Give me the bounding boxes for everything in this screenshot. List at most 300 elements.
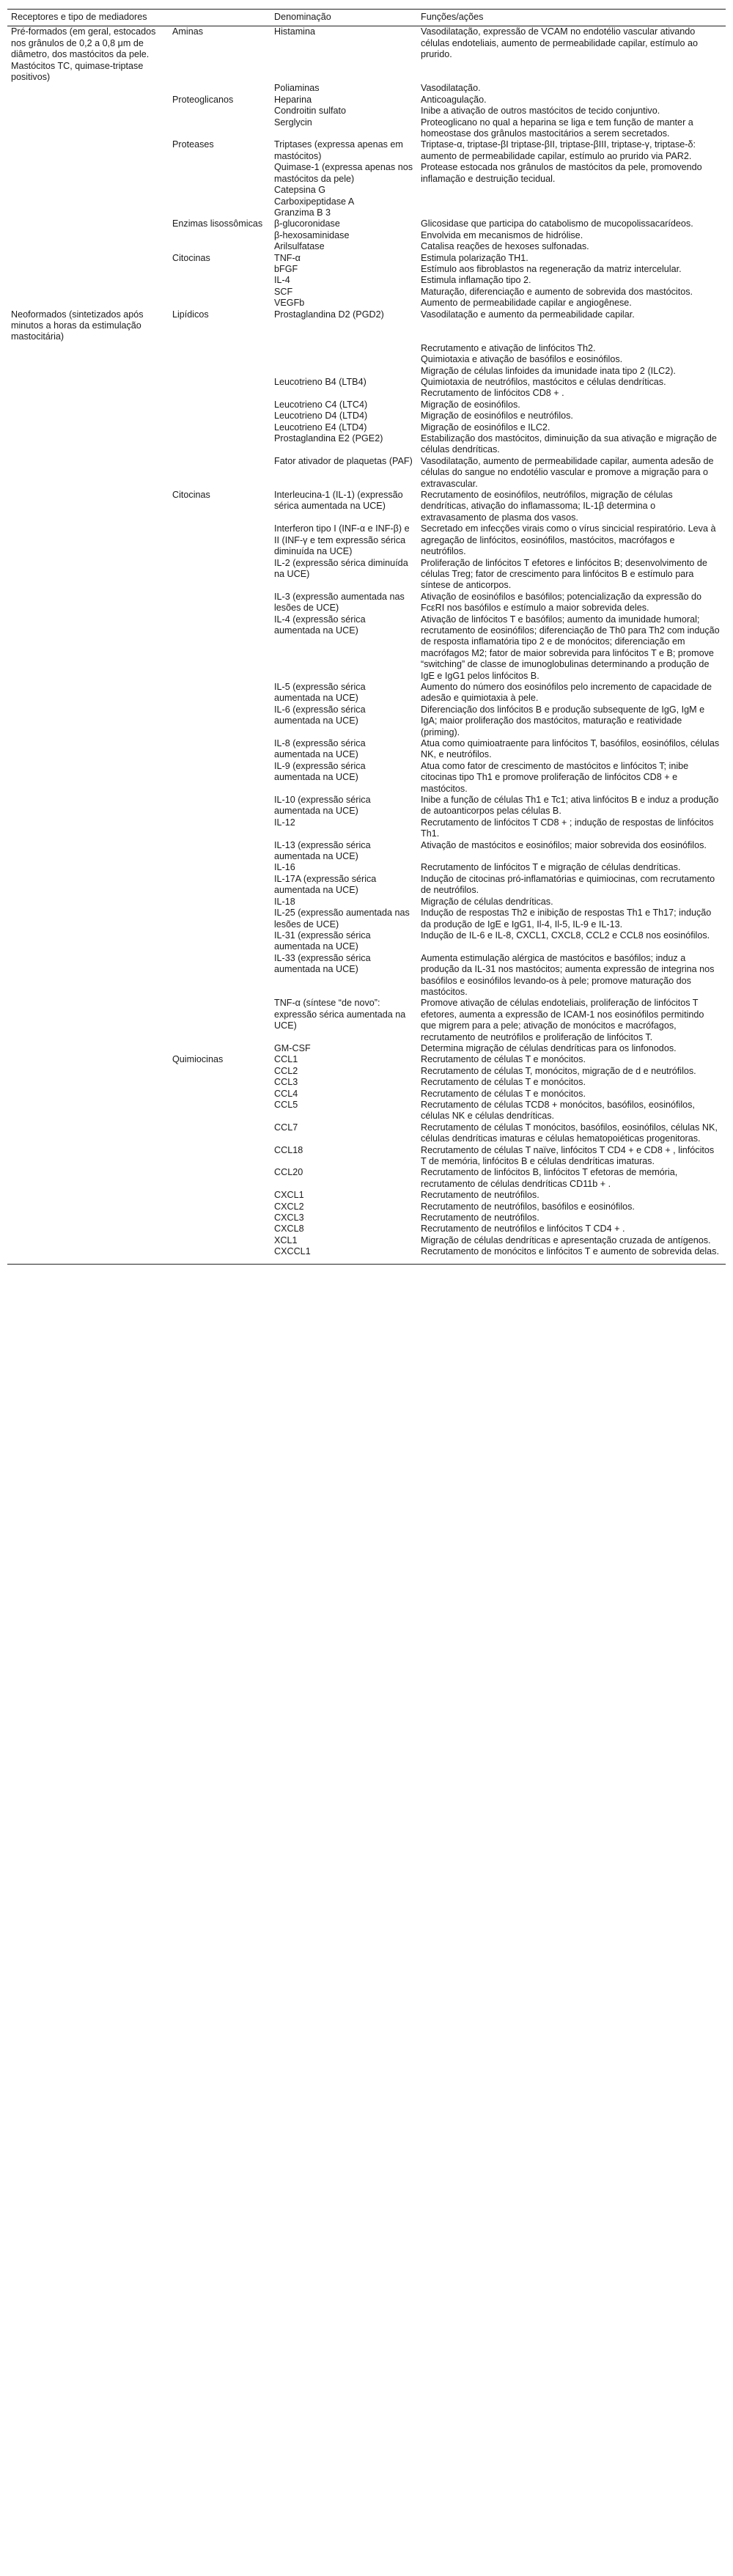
table-row [7,366,726,377]
cell-class [169,1089,270,1100]
table-row [7,761,726,795]
cell-class [169,1122,270,1145]
cell-category [7,366,169,377]
cell-category [7,343,169,354]
cell-function: Envolvida em mecanismos de hidrólise. [421,229,583,240]
cell-denomination: Condroitin sulfato [274,106,347,117]
cell-class [169,343,270,354]
cell-category [7,411,169,422]
cell-function: Vasodilatação, aumento de permeabilidade capilar, aumenta adesão de células do sangue no endotélio vascular e promove a migração para o extravascular. [421,455,714,489]
header-functions: Funções/ações [417,10,726,26]
cell-category [7,1201,169,1212]
cell-class [169,388,270,399]
cell-denomination: Arilsulfatase [274,241,325,252]
cell-function: Migração de células dendríticas e apresentação cruzada de antígenos. [421,1234,711,1245]
cell-denomination: Prostaglandina E2 (PGE2) [274,433,383,444]
cell-class [169,738,270,761]
table-row [7,1145,726,1168]
cell-class [169,400,270,411]
table-row [7,287,726,298]
table-row [7,998,726,1043]
header-denomination: Denominação [270,10,417,26]
cell-function: Recrutamento de eosinófilos, neutrófilos, migração de células dendríticas, ativação do inflamassoma; IL-1β determina o extravasamento de plasma dos vasos. [421,490,673,523]
cell-function: Estimula polarização TH1. [421,252,528,263]
cell-denomination: Histamina [274,26,315,37]
cell-denomination: CCL5 [274,1100,298,1110]
table-row [7,930,726,953]
cell-function: Recrutamento de neutrófilos. [421,1212,539,1223]
cell-class [169,523,270,557]
cell-category [7,1235,169,1246]
cell-denomination: IL-5 (expressão sérica aumentada na UCE) [274,681,366,704]
cell-category [7,490,169,523]
cell-denomination [270,366,417,377]
cell-class [169,840,270,863]
cell-category [7,1077,169,1088]
table-row [7,1167,726,1190]
cell-denomination: Leucotrieno C4 (LTC4) [274,399,368,410]
cell-class [169,998,270,1043]
cell-class [169,1167,270,1190]
cell-function: Indução de citocinas pró-inflamatórias e quimiocinas, com recrutamento de neutrófilos. [421,873,715,896]
cell-function: Ativação de linfócitos T e basófilos; aumento da imunidade humoral; recrutamento de eosinófilos; diferenciação de Th0 para Th2 com indução de resposta inflamatória tipo 2 e de monócitos; diferenciação em macrófagos M2; fator de maior sobrevida para linfócitos T e B; promove “switching” de classe de imunoglobulinas determinando a produção de IgE e IgG1 pelos linfócitos B. [421,614,720,681]
cell-category [7,874,169,897]
cell-function: Recrutamento de células T e monócitos. [421,1054,586,1065]
cell-category [7,862,169,873]
cell-denomination: Quimase-1 (expressa apenas nos mastócitos da pele) [274,162,413,184]
cell-class [169,185,270,196]
cell-class [169,354,270,365]
cell-denomination: CCL4 [274,1088,298,1099]
table-row [7,433,726,456]
table-row [7,253,726,264]
cell-function: Triptase-α, triptase-βI triptase-βII, triptase-βIII, triptase-γ, triptase-δ: aumento de permeabilidade capilar, estímulo ao prurido via PAR2. [421,139,696,161]
cell-function: Proliferação de linfócitos T efetores e linfócitos B; desenvolvimento de células Treg; fator de crescimento para linfócitos B e estímulo para síntese de anticorpos. [421,557,707,591]
cell-class [169,761,270,795]
cell-class [169,298,270,309]
cell-class [169,614,270,682]
cell-function: Recrutamento de células T, monócitos, migração de d e neutrófilos. [421,1065,696,1076]
cell-category [7,218,169,229]
cell-denomination [270,388,417,399]
cell-category [7,377,169,388]
cell-function: Quimiotaxia e ativação de basófilos e eosinófilos. [421,354,623,365]
cell-denomination: Leucotrieno D4 (LTD4) [274,411,368,422]
table-row [7,162,726,185]
cell-category [7,275,169,286]
cell-class [169,275,270,286]
table-row [7,185,726,196]
cell-category [7,738,169,761]
table-row [7,862,726,873]
table-row [7,558,726,592]
cell-function: Aumento do número dos eosinófilos pelo incremento de capacidade de adesão e quimiotaxia à pele. [421,681,712,704]
cell-category: Pré-formados (em geral, estocados nos grânulos de 0,2 a 0,8 μm de diâmetro, dos mastócitos da pele. Mastócitos TC, quimase-triptase positivos) [11,26,156,83]
cell-category [7,761,169,795]
cell-category [7,558,169,592]
cell-category [7,1122,169,1145]
table-row [7,874,726,897]
cell-denomination: Poliaminas [274,83,320,94]
cell-denomination: Leucotrieno B4 (LTB4) [274,377,366,387]
cell-class [169,422,270,433]
cell-category [7,253,169,264]
cell-denomination: IL-9 (expressão sérica aumentada na UCE) [274,760,366,783]
cell-class [169,433,270,456]
table-row [7,1100,726,1122]
cell-function: Recrutamento de células T e monócitos. [421,1088,586,1099]
cell-denomination: CXCL3 [274,1212,304,1223]
cell-category: Neoformados (sintetizados após minutos a horas da estimulação mastocitária) [11,309,144,342]
cell-class [169,377,270,388]
cell-category [7,1089,169,1100]
cell-function: Indução de respostas Th2 e inibição de respostas Th1 e Th17; indução da produção de IgE e IgG1, Il-4, Il-5, IL-9 e IL-13. [421,908,712,930]
table-row [7,1235,726,1246]
cell-denomination: Interleucina-1 (IL-1) (expressão sérica aumentada na UCE) [274,490,403,512]
cell-class [169,817,270,840]
cell-function: Recrutamento de células T e monócitos. [421,1077,586,1088]
cell-class: Proteoglicanos [172,94,234,105]
cell-class [169,930,270,953]
cell-denomination: IL-33 (expressão sérica aumentada na UCE) [274,952,371,975]
header-receptors: Receptores e tipo de mediadores [7,10,270,26]
cell-category [7,264,169,275]
cell-denomination: bFGF [274,263,298,274]
table-row [7,309,726,343]
cell-category [7,354,169,365]
cell-denomination: Interferon tipo I (INF-α e INF-β) e II (INF-γ e tem expressão sérica diminuída na UCE) [274,523,410,557]
table-row [7,95,726,106]
table-row [7,388,726,399]
cell-class [169,1100,270,1122]
cell-category [7,592,169,614]
table-row [7,704,726,738]
cell-function: Recrutamento de monócitos e linfócitos T e aumento de sobrevida delas. [417,1246,726,1264]
cell-function [417,207,726,218]
cell-class: Aminas [172,26,203,37]
cell-class [169,1223,270,1234]
cell-function: Recrutamento de células T naïve, linfócitos T CD4 + e CD8 + , linfócitos T de memória, linfócitos B e células dendríticas imaturas. [421,1144,715,1167]
cell-denomination: Catepsina G [274,185,326,196]
cell-class [169,795,270,817]
cell-class [169,1190,270,1201]
cell-denomination: IL-8 (expressão sérica aumentada na UCE) [274,738,366,760]
cell-denomination: CCL7 [274,1122,298,1133]
cell-denomination: IL-3 (expressão aumentada nas lesões de UCE) [274,591,405,614]
table-row [7,139,726,162]
cell-category [7,185,169,196]
table-row [7,1212,726,1223]
cell-category [7,422,169,433]
cell-category [7,840,169,863]
cell-denomination: Carboxipeptidase A [274,196,355,207]
cell-denomination [270,354,417,365]
cell-function: Vasodilatação, expressão de VCAM no endotélio vascular ativando células endoteliais, aumento de permeabilidade capilar, estímulo ao prurido. [421,26,699,60]
cell-function: Proteoglicano no qual a heparina se liga e tem função de manter a homeostase dos grânulos mastocitários a serem secretados. [421,117,693,139]
mediators-table [7,9,726,1265]
cell-denomination: Leucotrieno E4 (LTD4) [274,422,367,433]
cell-category [7,682,169,704]
cell-category [7,433,169,456]
cell-class [169,1077,270,1088]
cell-denomination: XCL1 [274,1234,298,1245]
cell-function: Migração de células linfoides da imunidade inata tipo 2 (ILC2). [421,365,676,376]
cell-category [7,241,169,252]
cell-function: Atua como quimioatraente para linfócitos T, basófilos, eosinófilos, células NK, e neutrófilos. [421,738,720,760]
cell-category [7,162,169,185]
cell-class [169,862,270,873]
table-row [7,908,726,930]
cell-class [169,411,270,422]
cell-function: Migração de células dendríticas. [421,896,553,907]
cell-denomination: Prostaglandina D2 (PGD2) [274,309,384,320]
cell-class [169,162,270,185]
cell-function: Secretado em infecções virais como o vírus sincicial respiratório. Leva à agregação de linfócitos, eosinófilos, mastócitos, macrófagos e neutrófilos. [421,523,716,557]
cell-denomination: TNF-α [274,252,301,263]
table-row [7,411,726,422]
table-row [7,230,726,241]
cell-class [169,264,270,275]
cell-function: Vasodilatação. [421,83,481,94]
cell-function: Catalisa reações de hexoses sulfonadas. [421,241,589,252]
cell-function: Glicosidase que participa do catabolismo de mucopolissacarídeos. [421,218,693,229]
cell-class [169,682,270,704]
table-row [7,592,726,614]
table-row [7,953,726,998]
cell-function: Recrutamento de linfócitos T e migração de células dendríticas. [421,862,681,873]
cell-denomination: IL-2 (expressão sérica diminuída na UCE) [274,557,408,579]
table-row [7,298,726,309]
cell-function: Aumenta estimulação alérgica de mastócitos e basófilos; induz a produção da IL-31 nos mastócitos; aumenta expressão de integrina nos basófilos e eosinófilos levando-os à pele; promove maturação dos mastócitos. [421,952,715,997]
cell-category [7,456,169,490]
cell-category [7,207,169,218]
cell-function: Recrutamento de neutrófilos, basófilos e eosinófilos. [421,1201,635,1212]
cell-denomination: Fator ativador de plaquetas (PAF) [274,455,413,466]
table-body [7,26,726,1264]
table-row [7,106,726,117]
cell-function: Determina migração de células dendríticas para os linfonodos. [421,1042,677,1053]
table-row [7,196,726,207]
cell-denomination: β-hexosaminidase [274,229,350,240]
cell-class: Proteases [172,139,214,150]
cell-denomination: CCL18 [274,1144,303,1155]
cell-class [169,558,270,592]
table-row [7,343,726,354]
cell-class [169,1235,270,1246]
cell-denomination: CCL1 [274,1054,298,1065]
cell-function: Inibe a função de células Th1 e Tc1; ativa linfócitos B e induz a produção de autoanticorpos pelas células B. [421,795,719,817]
table-row [7,1077,726,1088]
cell-denomination: IL-10 (expressão sérica aumentada na UCE) [274,795,371,817]
table-row [7,614,726,682]
cell-denomination: Granzima B 3 [274,207,331,218]
cell-class [169,83,270,94]
cell-category [7,1212,169,1223]
cell-function: Migração de eosinófilos e neutrófilos. [421,411,573,422]
table-row [7,1122,726,1145]
table-row [7,83,726,94]
cell-denomination: IL-12 [274,817,295,828]
table-row [7,523,726,557]
table-row [7,1089,726,1100]
cell-class [169,874,270,897]
cell-denomination: TNF-α (síntese “de novo”: expressão sérica aumentada na UCE) [274,998,406,1031]
cell-class [169,704,270,738]
cell-category [7,400,169,411]
cell-class [169,207,270,218]
table-row [7,26,726,84]
cell-class: Quimiocinas [172,1054,224,1065]
cell-function: Vasodilatação e aumento da permeabilidade capilar. [421,309,635,320]
cell-function [417,196,726,207]
cell-class [169,1212,270,1223]
cell-category [7,614,169,682]
table-row [7,377,726,388]
cell-function: Atua como fator de crescimento de mastócitos e linfócitos T; inibe citocinas tipo Th1 e promove proliferação de linfócitos CD8 + e mastócitos. [421,760,689,794]
cell-denomination: CXCL8 [274,1223,304,1234]
table-row [7,354,726,365]
table-row [7,1054,726,1065]
cell-denomination: VEGFb [274,298,305,309]
cell-denomination: CXCL2 [274,1201,304,1212]
table-row [7,117,726,140]
table-row [7,400,726,411]
cell-function: Inibe a ativação de outros mastócitos de tecido conjuntivo. [421,106,660,117]
cell-class [169,1246,270,1264]
cell-function: Recrutamento de neutrófilos e linfócitos T CD4 + . [421,1223,625,1234]
cell-function: Estimula inflamação tipo 2. [421,275,531,286]
table-row [7,218,726,229]
header-row [7,10,726,26]
cell-category [7,795,169,817]
cell-class: Lipídicos [172,309,209,320]
cell-denomination: Serglycin [274,117,312,128]
cell-class [169,230,270,241]
cell-category [7,908,169,930]
cell-function: Promove ativação de células endoteliais, proliferação de linfócitos T efetores, aumenta a expressão de ICAM-1 nos eosinófilos permitindo que migrem para a pele; ativação de monócitos e macrófagos, recrutamento de neutrófilos e proliferação de linfócitos T. [421,998,704,1042]
cell-class [169,953,270,998]
cell-class [169,287,270,298]
cell-function: Anticoagulação. [421,94,487,105]
table-row [7,897,726,908]
cell-function [417,185,726,196]
cell-denomination: CCL20 [274,1167,303,1178]
cell-function: Migração de eosinófilos. [421,399,520,410]
cell-function: Ativação de mastócitos e eosinófilos; maior sobrevida dos eosinófilos. [421,839,707,850]
cell-category [7,1066,169,1077]
cell-category [7,388,169,399]
cell-class [169,456,270,490]
table-row [7,264,726,275]
table-row [7,817,726,840]
cell-category [7,95,169,106]
cell-category [7,1167,169,1190]
cell-function: Recrutamento e ativação de linfócitos Th2. [421,342,596,353]
cell-function: Recrutamento de células TCD8 + monócitos, basófilos, eosinófilos, células NK e células dendríticas. [421,1100,695,1122]
table-row [7,490,726,523]
cell-category [7,298,169,309]
table-row [7,1223,726,1234]
cell-denomination: CXCL1 [274,1190,304,1201]
cell-denomination: CCL3 [274,1077,298,1088]
cell-category [7,1054,169,1065]
table-row [7,275,726,286]
cell-class: Citocinas [172,252,210,263]
table-row [7,1190,726,1201]
cell-class [169,106,270,117]
cell-denomination: SCF [274,286,293,297]
cell-denomination: IL-25 (expressão aumentada nas lesões de UCE) [274,908,410,930]
cell-function: Recrutamento de linfócitos CD8 + . [421,388,564,399]
cell-class [169,196,270,207]
cell-category [7,523,169,557]
cell-function: Indução de IL-6 e IL-8, CXCL1, CXCL8, CCL2 e CCL8 nos eosinófilos. [421,930,710,941]
cell-denomination [270,343,417,354]
cell-class: Enzimas lisossômicas [172,218,263,229]
table-row [7,1043,726,1054]
cell-category [7,1246,169,1264]
cell-category [7,897,169,908]
table-row [7,682,726,704]
cell-class [169,1043,270,1054]
cell-category [7,117,169,140]
cell-category [7,1100,169,1122]
cell-category [7,817,169,840]
cell-denomination: IL-16 [274,862,295,873]
cell-function: Estabilização dos mastócitos, diminuição da sua ativação e migração de células dendríticas. [421,433,717,455]
cell-category [7,287,169,298]
cell-function: Diferenciação dos linfócitos B e produção subsequente de IgG, IgM e IgA; maior proliferação dos mastócitos, maturação e reatividade (priming). [421,704,705,737]
table-row [7,1066,726,1077]
cell-function: Quimiotaxia de neutrófilos, mastócitos e células dendríticas. [421,377,666,387]
cell-class [169,908,270,930]
cell-denomination: IL-6 (expressão sérica aumentada na UCE) [274,704,366,726]
cell-category [7,1223,169,1234]
cell-denomination: IL-18 [274,896,295,907]
cell-denomination: Triptases (expressa apenas em mastócitos) [274,139,403,161]
cell-category [7,139,169,162]
cell-function: Recrutamento de células T monócitos, basófilos, eosinófilos, células NK, células dendríticas imaturas e células hematopoiéticas progenitoras. [421,1122,718,1144]
table-row [7,422,726,433]
cell-category [7,196,169,207]
cell-class [169,592,270,614]
cell-denomination: CXCCL1 [270,1246,417,1264]
table-row [7,738,726,761]
cell-class [169,1201,270,1212]
cell-function: Estímulo aos fibroblastos na regeneração da matriz intercelular. [421,263,682,274]
cell-class [169,1145,270,1168]
cell-category [7,953,169,998]
cell-category [7,1043,169,1054]
table-row [7,241,726,252]
cell-category [7,83,169,94]
table-row [7,207,726,218]
cell-function: Ativação de eosinófilos e basófilos; potencialização da expressão do FcεRI nos basófilos e estímulo a maior sobrevida deles. [421,591,701,614]
cell-category [7,106,169,117]
cell-denomination: Heparina [274,94,312,105]
cell-denomination: IL-17A (expressão sérica aumentada na UCE) [274,873,377,896]
table-row [7,840,726,863]
table-row [7,795,726,817]
cell-function: Migração de eosinófilos e ILC2. [421,422,550,433]
cell-function: Protease estocada nos grânulos de mastócitos da pele, promovendo inflamação e destruição tecidual. [421,162,702,184]
table-row [7,1201,726,1212]
cell-class [169,897,270,908]
cell-class [169,366,270,377]
cell-category [7,704,169,738]
cell-category [7,930,169,953]
cell-denomination: IL-31 (expressão sérica aumentada na UCE) [274,930,371,952]
